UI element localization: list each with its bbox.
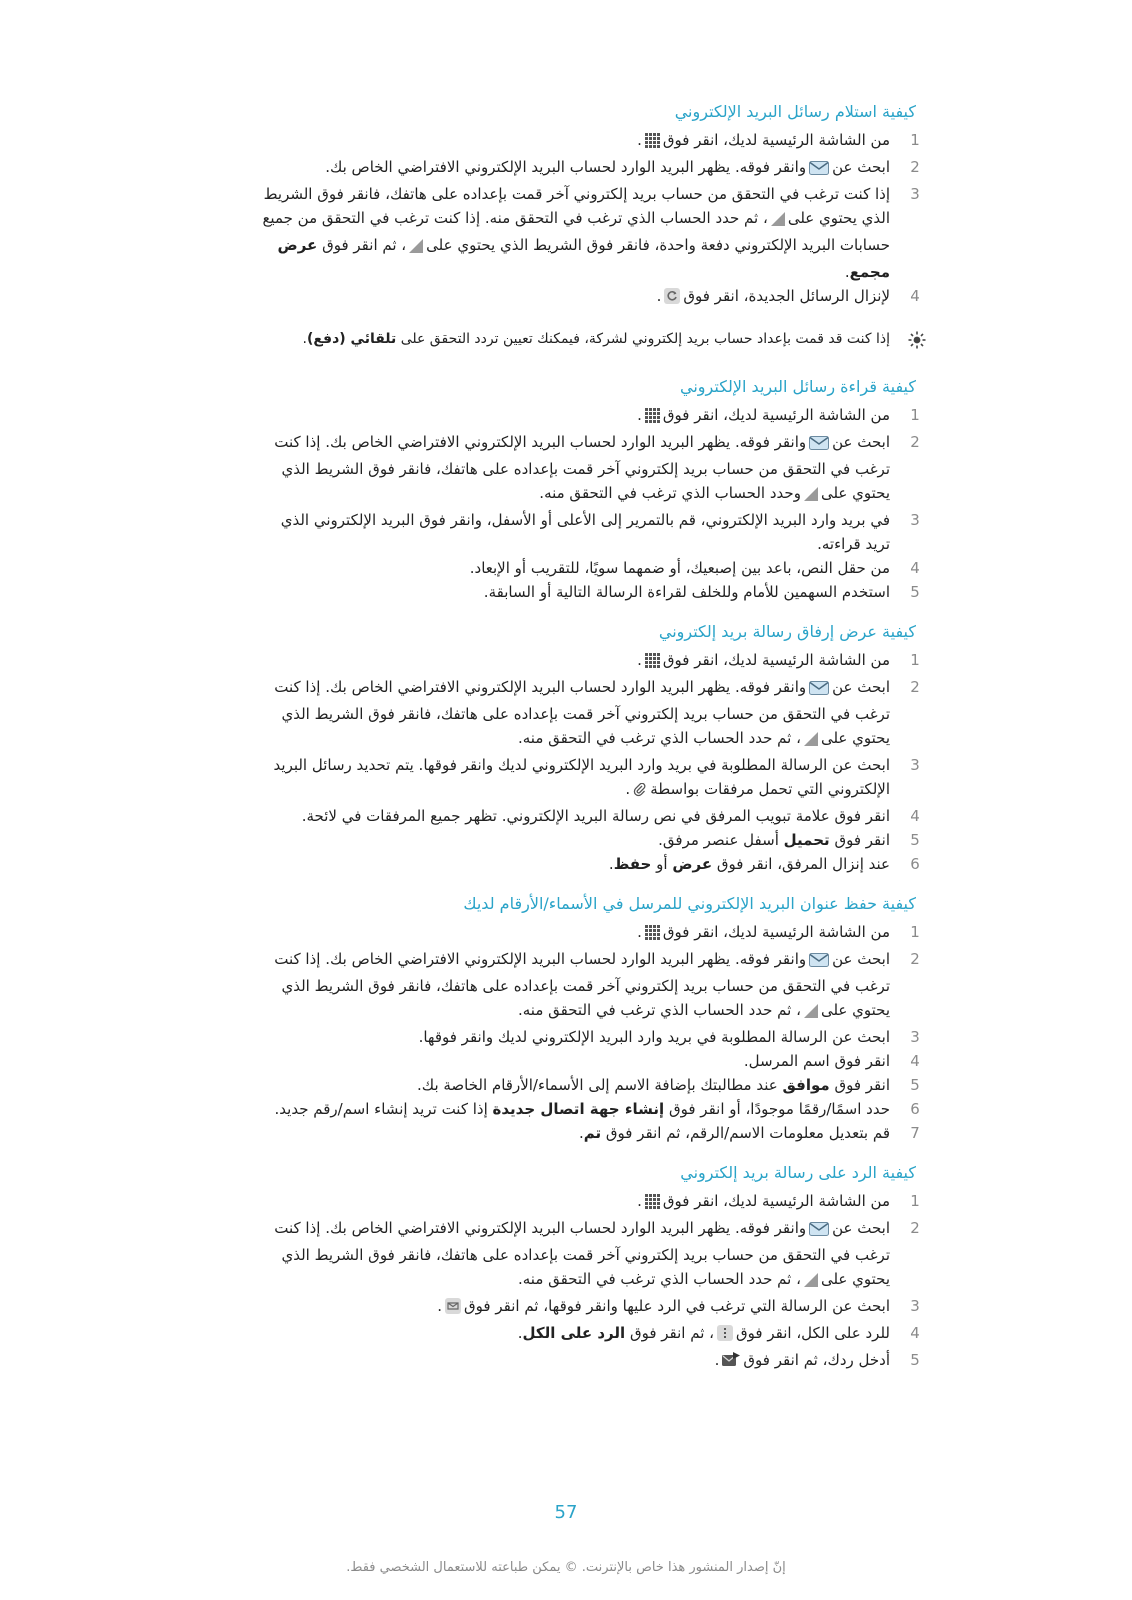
step: 3 ابحث عن الرسالة المطلوبة في بريد وارد البريد الإلكتروني لديك وانقر فوقها. [250, 1025, 922, 1049]
step: 3 ابحث عن الرسالة التي ترغب في الرد عليها وانقر فوقها، ثم انقر فوق. [250, 1294, 922, 1321]
step: 5 انقر فوق تحميل أسفل عنصر مرفق. [250, 828, 922, 852]
step-number: 1 [910, 1192, 920, 1210]
steps-list [250, 1189, 922, 1375]
section-save-sender [250, 892, 922, 1145]
page-content [250, 100, 922, 1391]
section-title: كيفية الرد على رسالة بريد إلكتروني [680, 1163, 916, 1182]
step-number: 1 [910, 131, 920, 149]
step: 6 حدد اسمًا/رقمًا موجودًا، أو انقر فوق إنشاء جهة اتصال جديدة إذا كنت تريد إنشاء اسم/رقم جديد. [250, 1097, 922, 1121]
step-number: 4 [910, 559, 920, 577]
step-number: 6 [910, 855, 920, 873]
apps-grid-icon [645, 406, 660, 430]
email-envelope-icon [809, 1219, 829, 1243]
email-envelope-icon [809, 433, 829, 457]
step-number: 1 [910, 923, 920, 941]
email-envelope-icon [809, 950, 829, 974]
step: 5 انقر فوق موافق عند مطالبتك بإضافة الاسم إلى الأسماء/الأرقام الخاصة بك. [250, 1073, 922, 1097]
apps-grid-icon [645, 651, 660, 675]
step-number: 2 [910, 158, 920, 176]
page-number: 57 [554, 1502, 578, 1523]
step: 3 إذا كنت ترغب في التحقق من حساب بريد إلكتروني آخر قمت بإعداده على هاتفك، فانقر فوق الشريط الذي يحتوي على، ثم حدد الحساب الذي ترغب في التحقق منه. إذا كنت ترغب في التحقق من جميع حسابات البريد الإلكتروني دفعة واحدة، فانقر فوق الشريط الذي يحتوي على، ثم انقر فوق عرض مجمع. [250, 182, 922, 284]
step-number: 4 [910, 287, 920, 305]
step-number: 2 [910, 433, 920, 451]
steps-list [250, 403, 922, 604]
steps-list [250, 920, 922, 1145]
send-icon [722, 1351, 740, 1375]
step: 4 لإنزال الرسائل الجديدة، انقر فوق. [250, 284, 922, 311]
step: 6 عند إنزال المرفق، انقر فوق عرض أو حفظ. [250, 852, 922, 876]
dropdown-triangle-icon [804, 484, 818, 508]
section-receive-email [250, 100, 922, 311]
section-reply-email [250, 1161, 922, 1375]
step: 1 من الشاشة الرئيسية لديك، انقر فوق. [250, 1189, 922, 1216]
step-number: 6 [910, 1100, 920, 1118]
menu-icon [717, 1324, 733, 1348]
refresh-icon [664, 287, 680, 311]
step: 4 من حقل النص، باعد بين إصبعيك، أو ضمهما سويًا، للتقريب أو الإبعاد. [250, 556, 922, 580]
section-title: كيفية عرض إرفاق رسالة بريد إلكتروني [658, 622, 916, 641]
footer-note: إنّ إصدار المنشور هذا خاص بالإنترنت. © يمكن طباعته للاستعمال الشخصي فقط. [346, 1560, 786, 1575]
step: 1 من الشاشة الرئيسية لديك، انقر فوق. [250, 648, 922, 675]
step: 2 ابحث عنوانقر فوقه. يظهر البريد الوارد لحساب البريد الإلكتروني الافتراضي الخاص بك. [250, 155, 922, 182]
step: 1 من الشاشة الرئيسية لديك، انقر فوق. [250, 128, 922, 155]
section-title: كيفية استلام رسائل البريد الإلكتروني [674, 102, 916, 121]
dropdown-triangle-icon [804, 1001, 818, 1025]
step: 4 انقر فوق اسم المرسل. [250, 1049, 922, 1073]
step-number: 2 [910, 1219, 920, 1237]
apps-grid-icon [645, 923, 660, 947]
step: 2 ابحث عنوانقر فوقه. يظهر البريد الوارد لحساب البريد الإلكتروني الافتراضي الخاص بك. إذا كنت ترغب في التحقق من حساب بريد إلكتروني آخر قمت بإعداده على هاتفك، فانقر فوق الشريط الذي يحتوي على، ثم حدد الحساب الذي ترغب في التحقق منه. [250, 1216, 922, 1294]
dropdown-triangle-icon [804, 1270, 818, 1294]
step-number: 5 [910, 1351, 920, 1369]
step: 2 ابحث عنوانقر فوقه. يظهر البريد الوارد لحساب البريد الإلكتروني الافتراضي الخاص بك. إذا كنت ترغب في التحقق من حساب بريد إلكتروني آخر قمت بإعداده على هاتفك، فانقر فوق الشريط الذي يحتوي على، ثم حدد الحساب الذي ترغب في التحقق منه. [250, 675, 922, 753]
step: 1 من الشاشة الرئيسية لديك، انقر فوق. [250, 403, 922, 430]
step-number: 4 [910, 807, 920, 825]
step-number: 4 [910, 1052, 920, 1070]
step-number: 7 [910, 1124, 920, 1142]
section-read-email [250, 375, 922, 604]
step-number: 1 [910, 406, 920, 424]
step-number: 2 [910, 950, 920, 968]
step: 3 ابحث عن الرسالة المطلوبة في بريد وارد البريد الإلكتروني لديك وانقر فوقها. يتم تحديد رسائل البريد الإلكتروني التي تحمل مرفقات بواسطة. [250, 753, 922, 804]
reply-icon [445, 1297, 461, 1321]
step: 2 ابحث عنوانقر فوقه. يظهر البريد الوارد لحساب البريد الإلكتروني الافتراضي الخاص بك. إذا كنت ترغب في التحقق من حساب بريد إلكتروني آخر قمت بإعداده على هاتفك، فانقر فوق الشريط الذي يحتوي علىوحدد الحساب الذي ترغب في التحقق منه. [250, 430, 922, 508]
step-number: 3 [910, 185, 920, 203]
dropdown-triangle-icon [409, 236, 423, 260]
step: 1 من الشاشة الرئيسية لديك، انقر فوق. [250, 920, 922, 947]
tip-note: إذا كنت قد قمت بإعداد حساب بريد إلكتروني لشركة، فيمكنك تعيين تردد التحقق على تلقائي (دفع). [250, 327, 922, 351]
section-title: كيفية قراءة رسائل البريد الإلكتروني [680, 377, 916, 396]
email-envelope-icon [809, 158, 829, 182]
steps-list [250, 128, 922, 311]
apps-grid-icon [645, 131, 660, 155]
step-number: 3 [910, 511, 920, 529]
step-number: 2 [910, 678, 920, 696]
dropdown-triangle-icon [771, 209, 785, 233]
step-number: 4 [910, 1324, 920, 1342]
step: 4 للرد على الكل، انقر فوق، ثم انقر فوق الرد على الكل. [250, 1321, 922, 1348]
section-view-attachment [250, 620, 922, 876]
step-number: 1 [910, 651, 920, 669]
section-title: كيفية حفظ عنوان البريد الإلكتروني للمرسل في الأسماء/الأرقام لديك [463, 894, 916, 913]
steps-list [250, 648, 922, 876]
step: 5 استخدم السهمين للأمام وللخلف لقراءة الرسالة التالية أو السابقة. [250, 580, 922, 604]
step: 2 ابحث عنوانقر فوقه. يظهر البريد الوارد لحساب البريد الإلكتروني الافتراضي الخاص بك. إذا كنت ترغب في التحقق من حساب بريد إلكتروني آخر قمت بإعداده على هاتفك، فانقر فوق الشريط الذي يحتوي على، ثم حدد الحساب الذي ترغب في التحقق منه. [250, 947, 922, 1025]
apps-grid-icon [645, 1192, 660, 1216]
step-number: 3 [910, 756, 920, 774]
step: 3 في بريد وارد البريد الإلكتروني، قم بالتمرير إلى الأعلى أو الأسفل، وانقر فوق البريد الإلكتروني الذي تريد قراءته. [250, 508, 922, 556]
step: 4 انقر فوق علامة تبويب المرفق في نص رسالة البريد الإلكتروني. تظهر جميع المرفقات في لائحة. [250, 804, 922, 828]
paperclip-icon [633, 780, 647, 804]
step-number: 3 [910, 1028, 920, 1046]
step-number: 3 [910, 1297, 920, 1315]
step-number: 5 [910, 1076, 920, 1094]
lightbulb-tip-icon [908, 331, 926, 349]
step: 5 أدخل ردك، ثم انقر فوق. [250, 1348, 922, 1375]
dropdown-triangle-icon [804, 729, 818, 753]
email-envelope-icon [809, 678, 829, 702]
step: 7 قم بتعديل معلومات الاسم/الرقم، ثم انقر فوق تم. [250, 1121, 922, 1145]
step-number: 5 [910, 583, 920, 601]
step-number: 5 [910, 831, 920, 849]
